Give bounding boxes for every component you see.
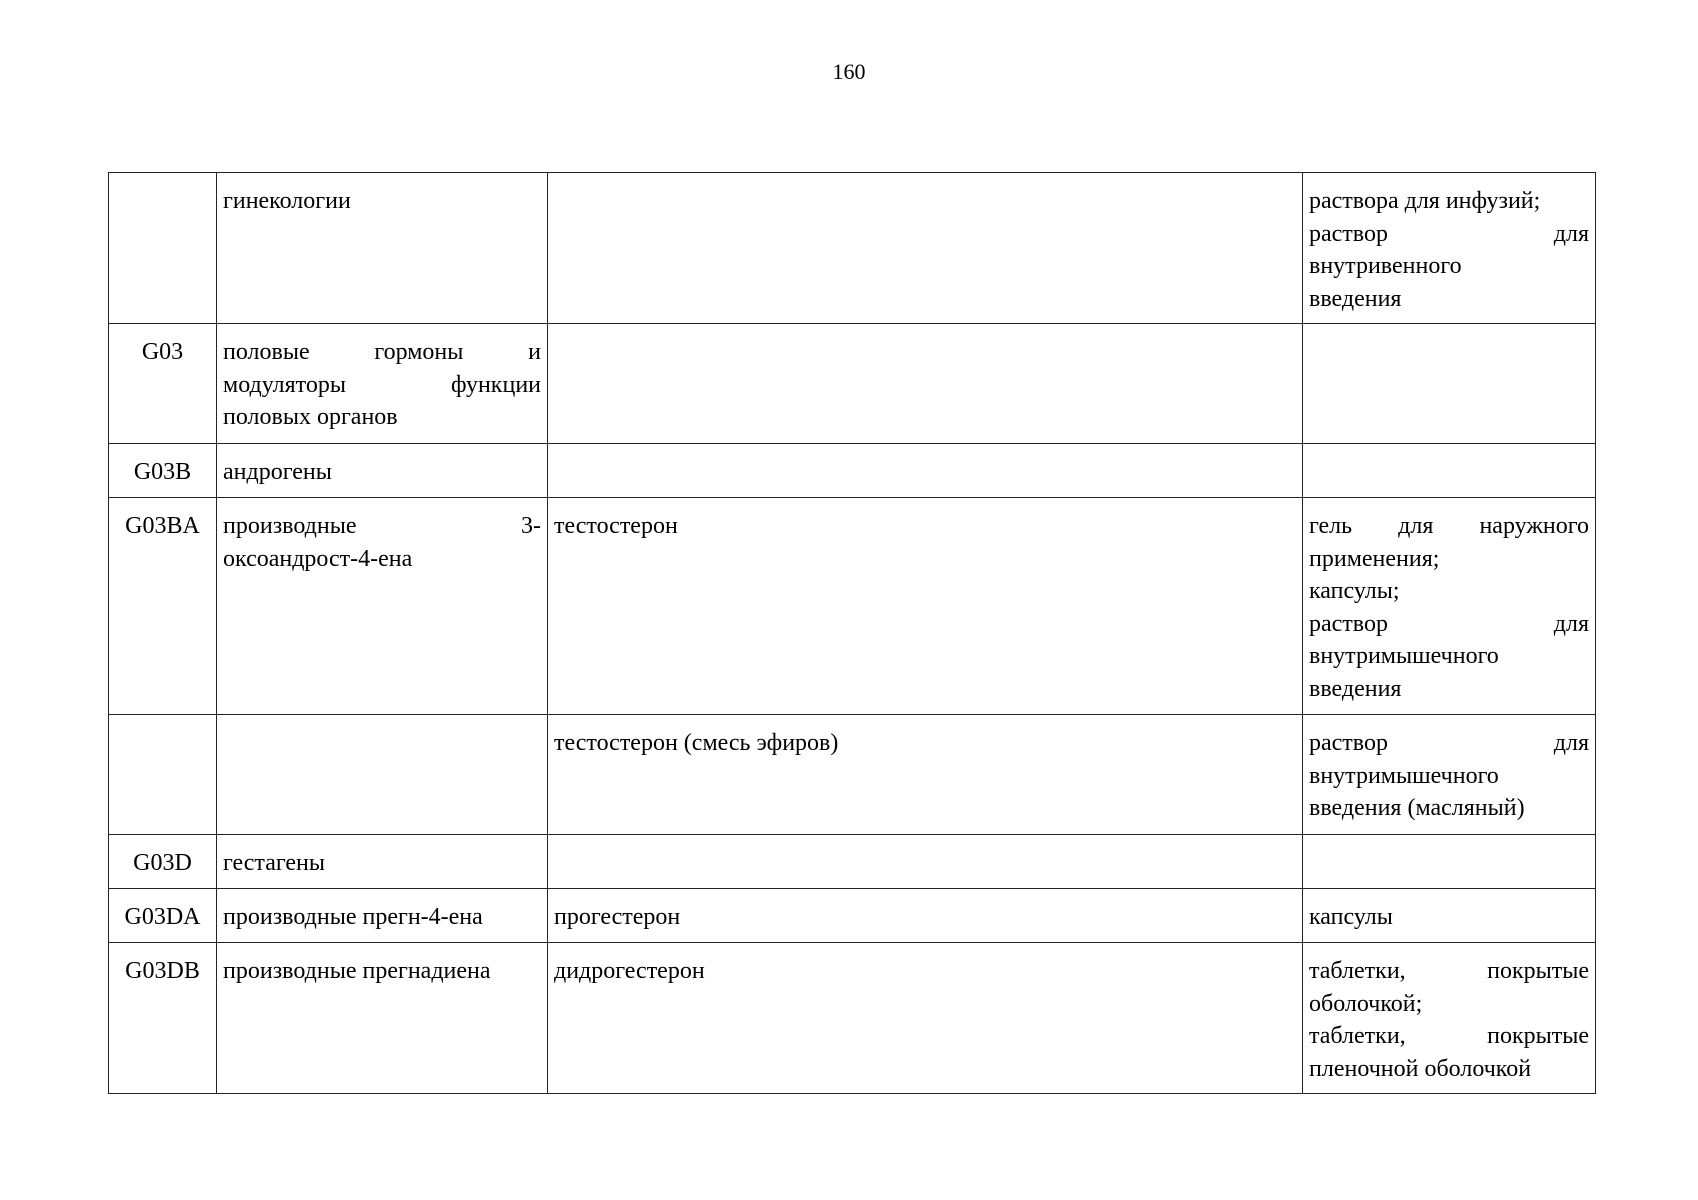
form-line: введения — [1309, 285, 1402, 312]
anatomical-group-cell — [217, 173, 548, 324]
atc-code-cell — [109, 715, 217, 835]
form-line: таблетки, покрытые — [1309, 958, 1589, 984]
table-row — [109, 444, 1596, 498]
group-line: половые гормоны и — [223, 339, 541, 365]
drug-name-cell — [548, 173, 1303, 324]
group-line: модуляторы функции — [223, 371, 541, 398]
drug-name-cell — [548, 835, 1303, 889]
dosage-form-cell — [1303, 324, 1596, 444]
form-line: внутримышечного — [1309, 762, 1499, 789]
atc-code-cell — [109, 173, 217, 324]
drug-name-cell: тестостерон (смесь эфиров) — [548, 715, 1303, 835]
dosage-form-cell — [1303, 889, 1596, 943]
table-row — [109, 943, 1596, 1094]
group-line: гестагены — [223, 850, 326, 876]
page-number: 160 — [832, 59, 866, 84]
atc-code-cell: G03DA — [109, 889, 217, 943]
form-line: внутривенного — [1309, 253, 1462, 279]
form-line: гель для наружного — [1309, 513, 1589, 539]
table-row — [109, 889, 1596, 943]
anatomical-group-cell — [217, 835, 548, 889]
table-row — [109, 324, 1596, 444]
atc-code-cell: G03DB — [109, 943, 217, 1094]
dosage-form-cell — [1303, 943, 1596, 1094]
group-line: гинекологии — [223, 188, 351, 214]
dosage-form-cell — [1303, 173, 1596, 324]
form-line: раствор для — [1309, 730, 1589, 756]
dosage-form-cell — [1303, 444, 1596, 498]
dosage-form-cell — [1303, 715, 1596, 835]
form-line: раствор для — [1309, 610, 1589, 637]
group-line: половых органов — [223, 404, 398, 430]
table-row — [109, 498, 1596, 715]
dosage-form-cell — [1303, 498, 1596, 715]
drug-name-cell — [548, 444, 1303, 498]
anatomical-group-cell — [217, 444, 548, 498]
atc-drug-table — [108, 172, 1596, 1094]
drug-name-cell: тестостерон — [548, 498, 1303, 715]
form-line: введения (масляный) — [1309, 795, 1525, 821]
form-line: раствора для инфузий; — [1309, 188, 1541, 214]
form-line: оболочкой; — [1309, 990, 1423, 1017]
group-line: оксоандрост-4-ена — [223, 545, 413, 572]
anatomical-group-cell — [217, 324, 548, 444]
anatomical-group-cell — [217, 498, 548, 715]
group-line: производные прегн-4-ена — [223, 904, 483, 930]
group-line: производные прегнадиена — [223, 958, 491, 984]
form-line: раствор для — [1309, 220, 1589, 247]
dosage-form-cell — [1303, 835, 1596, 889]
group-line: андрогены — [223, 459, 332, 485]
drug-name-cell — [548, 324, 1303, 444]
atc-code-cell: G03B — [109, 444, 217, 498]
form-line: пленочной оболочкой — [1309, 1055, 1532, 1082]
anatomical-group-cell — [217, 715, 548, 835]
form-line: введения — [1309, 675, 1402, 702]
atc-code-cell: G03BA — [109, 498, 217, 715]
table-row — [109, 173, 1596, 324]
form-line: капсулы — [1309, 904, 1393, 930]
table-row — [109, 835, 1596, 889]
form-line: капсулы; — [1309, 578, 1400, 604]
atc-code-cell: G03 — [109, 324, 217, 444]
anatomical-group-cell — [217, 943, 548, 1094]
drug-name-cell: прогестерон — [548, 889, 1303, 943]
form-line: таблетки, покрытые — [1309, 1023, 1589, 1049]
drug-name-cell: дидрогестерон — [548, 943, 1303, 1094]
atc-code-cell: G03D — [109, 835, 217, 889]
anatomical-group-cell — [217, 889, 548, 943]
table-row — [109, 715, 1596, 835]
form-line: применения; — [1309, 545, 1440, 572]
form-line: внутримышечного — [1309, 643, 1499, 669]
group-line: производные 3- — [223, 513, 541, 539]
